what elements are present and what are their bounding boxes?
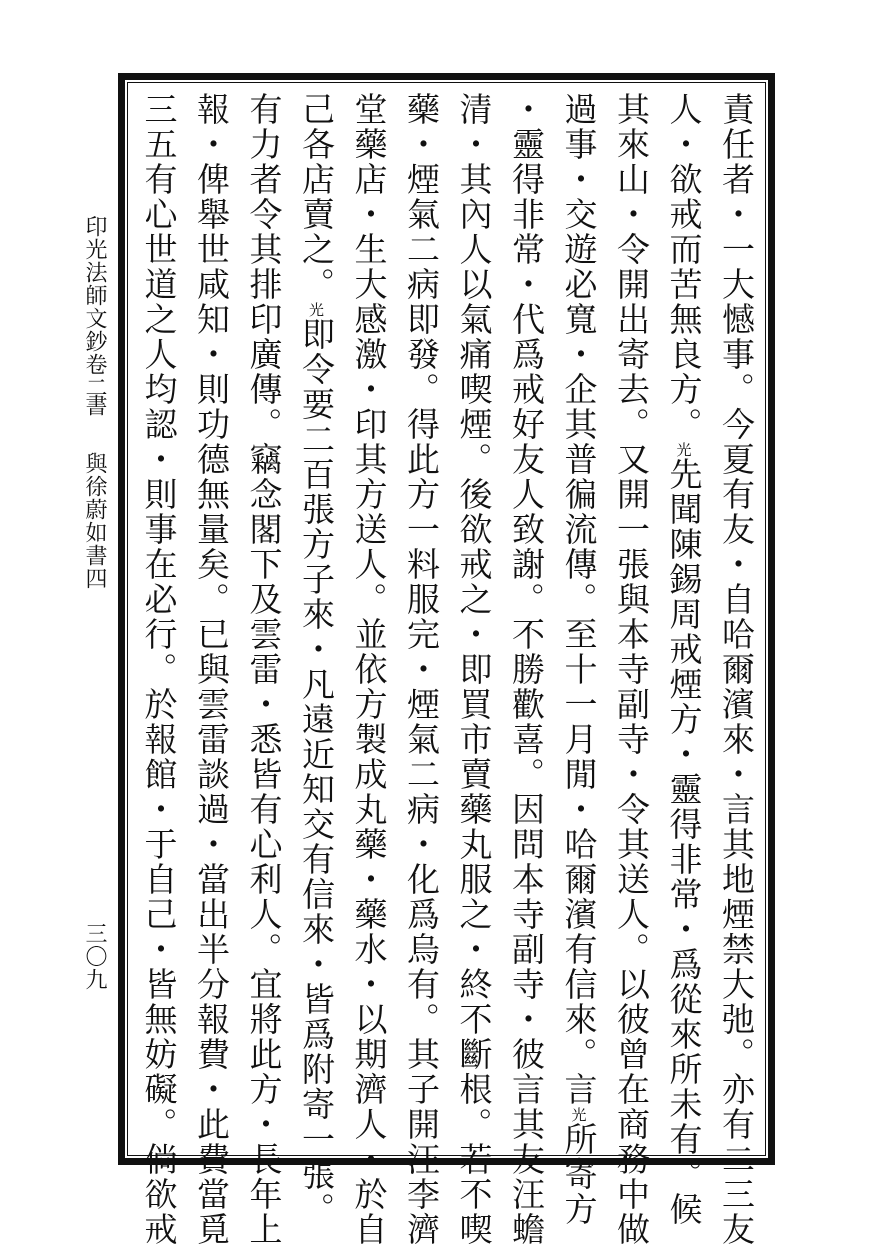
- text-run: 過事・交遊必寬・企其普徧流傳。至十一月閒・哈爾濱有信來。言: [559, 92, 599, 1107]
- text-run: 堂藥店・生大感激・印其方送人。並依方製成丸藥・藥水・以期濟人・於自: [349, 92, 389, 1247]
- text-run: 報・俾舉世咸知・則功德無量矣。已與雲雷談過・當出半分報費・此費當覓: [192, 92, 231, 1247]
- text-column: [342, 92, 395, 1247]
- text-run: 即令要二百張方子來・凡遠近知交有信來・皆爲附寄一張。: [297, 317, 336, 1227]
- self-reference-small: 光: [307, 302, 325, 317]
- text-column: [447, 92, 500, 1247]
- text-run: 人・欲戒而苦無良方。: [664, 92, 704, 442]
- text-run: 己各店賣之。: [297, 92, 336, 302]
- text-run: 所寄方: [559, 1122, 599, 1227]
- text-run: 藥・煙氣二病即發。得此方一料服完・煙氣二病・化爲烏有。其子開汪李濟: [402, 92, 441, 1247]
- text-column: [710, 92, 763, 1247]
- self-reference-small: 光: [674, 442, 693, 457]
- text-run: 責任者・一大憾事。今夏有友・自哈爾濱來・言其地煙禁大弛。亦有二三友: [717, 92, 756, 1247]
- self-reference-small: 光: [569, 1107, 588, 1122]
- text-column: [657, 92, 710, 1227]
- body-text: [132, 92, 762, 1247]
- letter-title: 與徐蔚如書四: [82, 452, 107, 590]
- text-column: [290, 92, 343, 1227]
- book-title: 印光法師文鈔卷二: [82, 215, 107, 399]
- text-run: 有力者令其排印廣傳。竊念閣下及雲雷・悉皆有心利人。宜將此方・長年上: [244, 92, 284, 1247]
- text-run: ・靈得非常・代爲戒好友人致謝。不勝歡喜。因問本寺副寺・彼言其友汪蟾: [507, 92, 546, 1247]
- text-run: 清・其內人以氣痛喫煙。後欲戒之・即買市賣藥丸服之・終不斷根。若不喫: [454, 92, 494, 1247]
- text-column: [237, 92, 290, 1247]
- text-column: [185, 92, 238, 1247]
- text-run: 先聞陳錫周戒煙方・靈得非常・爲從來所未有。候: [664, 457, 704, 1227]
- text-column: [132, 92, 185, 1247]
- text-column: [605, 92, 658, 1247]
- text-run: 三五有心世道之人均認・則事在必行。於報館・于自己・皆無妨礙。倘欲戒: [139, 92, 179, 1247]
- text-run: 其來山・令開出寄去。又開一張與本寺副寺・令其送人。以彼曾在商務中做: [612, 92, 651, 1247]
- text-column: [395, 92, 448, 1247]
- page-number: 三〇九: [82, 922, 107, 991]
- text-column: [500, 92, 553, 1247]
- text-column: [552, 92, 605, 1227]
- section-label: 書: [82, 394, 107, 417]
